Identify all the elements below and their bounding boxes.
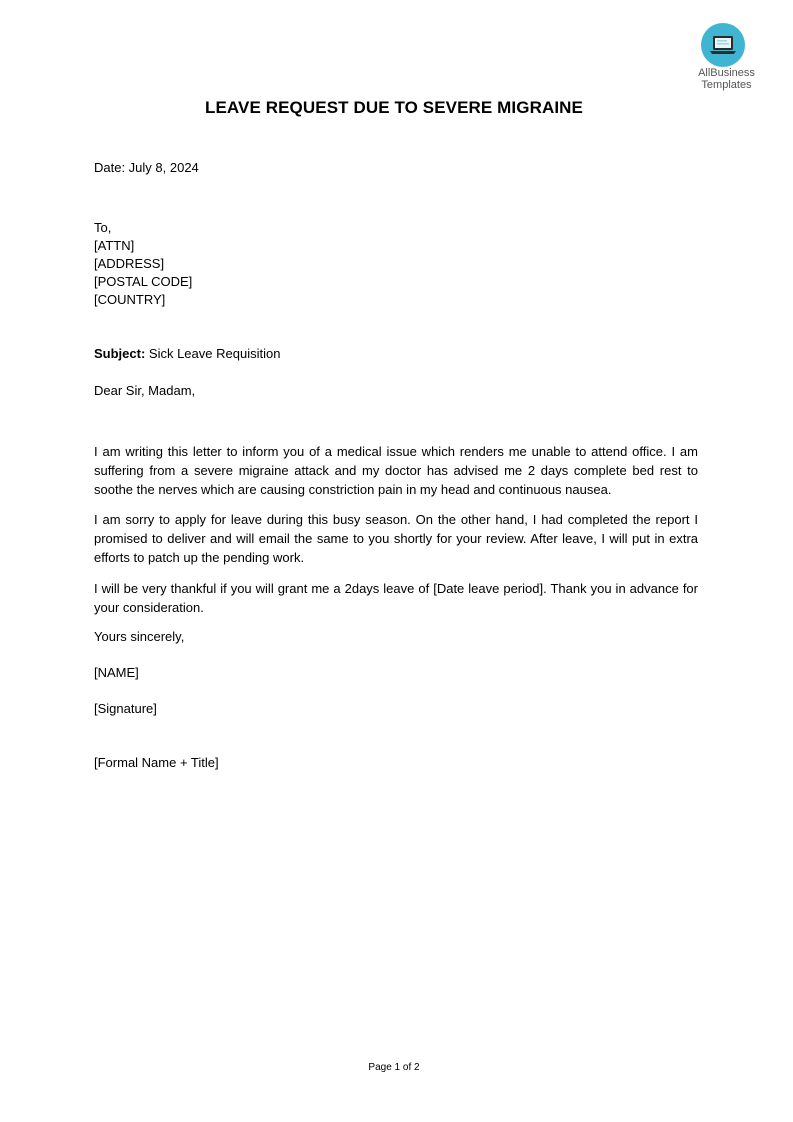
body-paragraph-1: I am writing this letter to inform you of a medical issue which renders me unable to attend office. I am suffering from a severe migraine attack and my doctor has advised me 2 days complete bed rest to soothe the nerves which are causing constriction pain in my head and continuous nausea. xyxy=(94,444,698,497)
subject-value: Sick Leave Requisition xyxy=(145,346,281,361)
closing: Yours sincerely, xyxy=(94,629,185,644)
recipient-attn: [ATTN] xyxy=(94,238,135,253)
logo-line-1: AllBusiness xyxy=(698,67,755,79)
laptop-icon xyxy=(701,23,745,67)
recipient-postal-code: [POSTAL CODE] xyxy=(94,274,193,289)
recipient-country: [COUNTRY] xyxy=(94,292,166,307)
sender-formal-name: [Formal Name + Title] xyxy=(94,755,219,770)
salutation: Dear Sir, Madam, xyxy=(94,383,196,398)
recipient-address: [ADDRESS] xyxy=(94,256,165,271)
logo-text xyxy=(689,67,764,91)
sender-signature: [Signature] xyxy=(94,701,157,716)
letter-date: Date: July 8, 2024 xyxy=(94,160,199,175)
document-title: LEAVE REQUEST DUE TO SEVERE MIGRAINE xyxy=(205,98,583,117)
logo-line-2: Templates xyxy=(701,79,752,91)
body-paragraph-2: I am sorry to apply for leave during this busy season. On the other hand, I had completed the report I promised to deliver and will email the same to you shortly for your review. After leave, I will put in extra efforts to patch up the pending work. xyxy=(94,512,698,565)
sender-name: [NAME] xyxy=(94,665,139,680)
recipient-to: To, xyxy=(94,220,112,235)
page-number-footer: Page 1 of 2 xyxy=(368,1062,420,1073)
subject-label: Subject: xyxy=(94,346,146,361)
allbusiness-templates-logo xyxy=(689,20,764,95)
body-paragraph-3: I will be very thankful if you will grant me a 2days leave of [Date leave period]. Thank you in advance for your consideration. xyxy=(94,581,698,615)
subject-line xyxy=(94,345,280,363)
